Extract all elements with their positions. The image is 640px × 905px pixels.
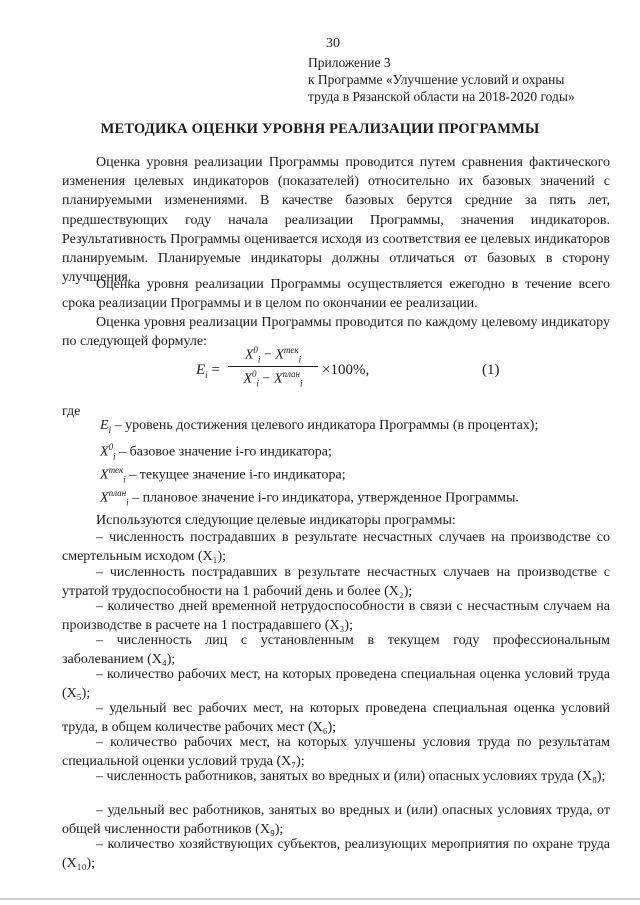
formula-multiplier: ×100%, <box>322 362 370 378</box>
paragraph-1: Оценка уровня реализации Программы проводится путем сравнения фактического изменения целевых индикаторов (показателей) относительно их базовых значений с планируемыми изменениями. В качестве базовых берутся средние за пять лет, предшествующих году начала реализации Программы, значения индикаторов. Результативность Программы оценивается исходя из соответствия ее целевых индикаторов планируемым. Планируемые индикаторы должны отличаться от базовых в сторону улучшения. <box>62 155 610 286</box>
definition-x-current: $X^{тек}_i$ – текущее значение i-го индикатора; <box>100 465 346 485</box>
formula-1 <box>196 345 616 403</box>
indicator-7: – количество рабочих мест, на которых улучшены условия труда по результатам специальной оценки условий труда (X₇); <box>62 735 610 770</box>
definition-x-base: $X^0_i$ – базовое значение i-го индикатора; <box>100 442 332 462</box>
annex-line-1: Приложение 3 <box>308 55 391 70</box>
indicator-3: – количество дней временной нетрудоспособности в связи с несчастным случаем на производстве в расчете на 1 пострадавшего (X₃); <box>62 599 610 634</box>
definition-x-plan: $X^{план}_i$ – плановое значение i-го индикатора, утвержденное Программы. <box>100 488 519 508</box>
indicator-1: – численность пострадавших в результате несчастных случаев на производстве со смертельным исходом (X₁); <box>62 530 610 565</box>
annex-line-3: труда в Рязанской области на 2018-2020 годы» <box>308 89 575 104</box>
formula-lhs: $E_i$ = <box>196 362 220 380</box>
indicator-2: – численность пострадавших в результате несчастных случаев на производстве с утратой трудоспособности на 1 рабочий день и более (X₂); <box>62 565 610 600</box>
indicator-8: – численность работников, занятых во вредных и (или) опасных условиях труда (X₈); <box>96 769 606 784</box>
annex-header <box>308 54 575 105</box>
page-number: 30 <box>326 36 340 51</box>
indicator-10: – количество хозяйствующих субъектов, реализующих мероприятия по охране труда (X₁₀); <box>62 837 610 872</box>
indicator-6: – удельный вес рабочих мест, на которых проведена специальная оценка условий труда, в общем количестве рабочих мест (X₆); <box>62 701 610 736</box>
paragraph-2: Оценка уровня реализации Программы осуществляется ежегодно в течение всего срока реализации Программы и в целом по окончании ее реализации. <box>62 277 610 312</box>
annex-line-2: к Программе «Улучшение условий и охраны <box>308 72 565 87</box>
indicator-9: – удельный вес работников, занятых во вредных и (или) опасных условиях труда, от общей численности работников (X₉); <box>62 803 610 838</box>
paragraph-3: Оценка уровня реализации Программы проводится по каждому целевому индикатору по следующей формуле: <box>62 315 610 350</box>
scan-edge <box>0 898 640 900</box>
formula-number: (1) <box>482 362 500 378</box>
where-label: где <box>62 404 81 419</box>
definition-e: $E_i$ – уровень достижения целевого индикатора Программы (в процентах); <box>100 418 539 435</box>
fraction-bar <box>228 366 318 367</box>
document-title: МЕТОДИКА ОЦЕНКИ УРОВНЯ РЕАЛИЗАЦИИ ПРОГРАММЫ <box>100 121 540 137</box>
indicator-5: – количество рабочих мест, на которых проведена специальная оценка условий труда (X₅); <box>62 667 610 702</box>
formula-denominator: $X^0_i - X^{план}_i$ <box>243 369 303 389</box>
formula-fraction <box>228 345 318 389</box>
indicator-4: – численность лиц с установленным в текущем году профессиональным заболеванием (X₄); <box>62 633 610 668</box>
indicators-intro: Используются следующие целевые индикаторы программы: <box>96 513 456 528</box>
formula-numerator: $X^0_i - X^{тек}_i$ <box>244 345 302 365</box>
